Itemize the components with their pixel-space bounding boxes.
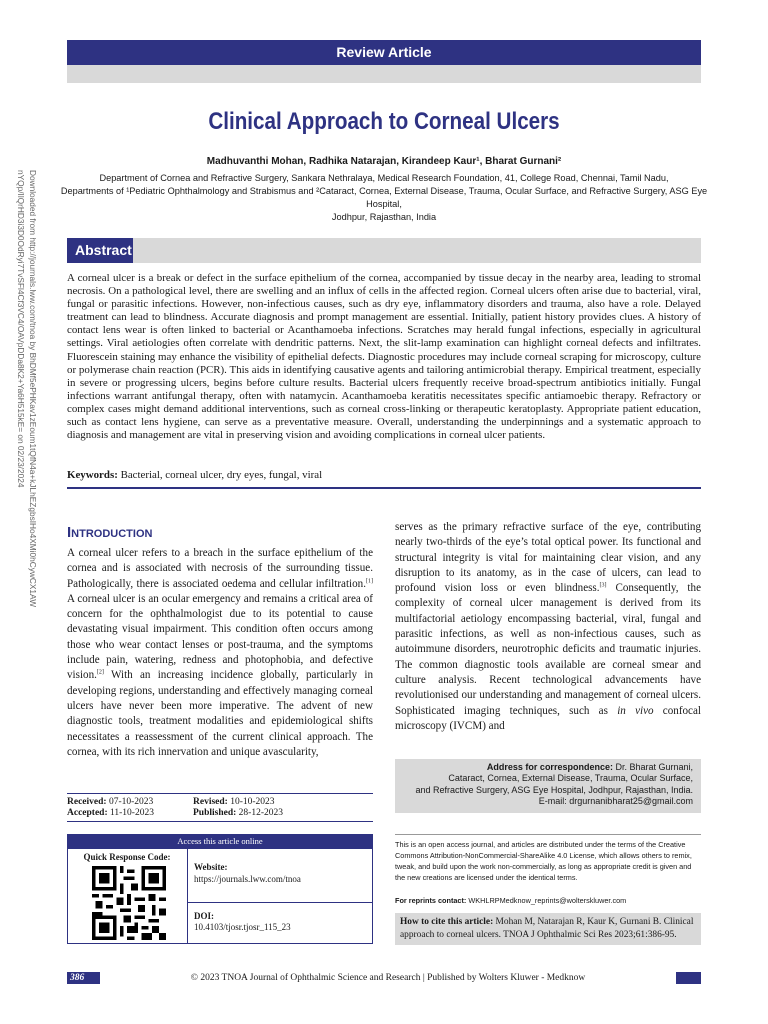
page-number: 386 (70, 973, 85, 983)
revised-date: 10-10-2023 (230, 797, 275, 807)
affiliation-line-3: Jodhpur, Rajasthan, India (331, 212, 437, 222)
affiliation-line-2: Departments of ¹Pediatric Ophthalmology and Strabismus and ²Cataract, Cornea, External Disease, Trauma, Ocular Surface, and Refractive Surgery, ASG Eye Hospital, (60, 186, 708, 209)
qr-code-label: Quick Response Code: (83, 852, 171, 862)
published-label: Published: (193, 808, 237, 818)
doi-link[interactable]: 10.4103/tjosr.tjosr_115_23 (194, 922, 291, 932)
affiliations (60, 172, 708, 224)
correspondence-email[interactable]: E-mail: drgurnanibharat25@gmail.com (538, 795, 693, 806)
received-label: Received: (67, 797, 107, 807)
cite-label: How to cite this article: (400, 917, 494, 927)
author-list: Madhuvanthi Mohan, Radhika Natarajan, Kirandeep Kaur¹, Bharat Gurnani² (206, 156, 562, 167)
divider (67, 793, 373, 794)
footer-text-panel (100, 972, 676, 984)
keywords-value: Bacterial, corneal ulcer, dry eyes, fungal, viral (120, 469, 323, 481)
how-to-cite-box (395, 913, 701, 945)
divider (395, 834, 701, 835)
intro-text-4: serves as the primary refractive surface of the eye, contributing nearly two-thirds of the eye’s total optical power. Its functional and structural integrity is vital for maintaining clear vision, and any disruption to its anatomy, as in the case of ulcers, can lead to profound vision loss or even blindness. (395, 521, 701, 595)
download-notice-line-1: Downloaded from http://journals.lww.com/tnoa by BhDMf5ePHKav1zEoum1tQfN4a+kJLhEZgbsIHo4XMi0hCywCX1AW (28, 170, 38, 608)
heading-initial: I (67, 524, 72, 541)
website-link[interactable]: https://journals.lww.com/tnoa (194, 874, 301, 884)
abstract-heading: Abstract (67, 238, 133, 263)
abstract-text: A corneal ulcer is a break or defect in the surface epithelium of the cornea, accompanied by tissue decay in the nearby area, leading to stromal necrosis. On a pathological level, there are swelling and an influx of cells in the affected region. Corneal ulcers often arise due to bacterial, viral, fungal or parasitic infections. However, non-infectious causes, such as dry eye, inflammatory disorders and trauma, also have a role. Delayed treatment can lead to blindness. Accurate diagnosis and prompt management are essential. Initially, patient history provides clues. A history of contact lens wear is often linked to bacterial or Acanthamoeba infections. Scratches may herald fungal infections, especially in agricultural settings. Viral aetiologies often correlate with dendritic patterns. Next, the slit-lamp examination can highlight corneal defects and infiltrates. Fluorescein staining may enhance the visibility of epithelial defects. Diagnostic procedures may include corneal scraping for microscopy, culture or polymerase chain reaction (PCR). This aids in identifying causative agents and tailoring antimicrobial therapy. Empirical treatment, especially in severe or progressing ulcers, begins before culture results. Bacterial ulcers frequently receive broad-spectrum antibiotics initially. Fungal infections warrant antifungal therapy, often with natamycin. Acanthamoeba keratitis necessitates specific antiamoebic therapy. Refractory or complex cases might demand additional interventions, such as corneal cross-linking or therapeutic keratoplasty. Appropriate patient education, such as contact lens hygiene, can serve as a preventative measure. Overall, understanding the underpinnings and a systematic approach to diagnosis and management are vital in preserving vision and avoiding complications in corneal ulcer patients. (67, 272, 701, 442)
keywords-label: Keywords: (67, 469, 118, 481)
correspondence-name: Dr. Bharat Gurnani, (612, 762, 693, 772)
intro-text-1: A corneal ulcer refers to a breach in the surface epithelium of the cornea and is associated with necrosis of the surrounding tissue. Pathologically, there is associated oedema and cellular infiltration. (67, 547, 373, 590)
correspondence-line: and Refractive Surgery, ASG Eye Hospital, Jodhpur, Rajasthan, India. (415, 784, 693, 795)
article-title: Clinical Approach to Corneal Ulcers (208, 108, 560, 135)
reprints-label: For reprints contact: (395, 896, 467, 905)
accepted-label: Accepted: (67, 808, 108, 818)
intro-text-3: With an increasing incidence globally, particularly in developing regions, understanding and effectively managing corneal ulcers have never been more imperative. The advent of new diagnostic tools, treatment modalities and epidemiological shifts necessitates a reassessment of the current clinical approach. The cornea, with its rich innervation and unique avascularity, (67, 669, 373, 758)
correspondence-line: Cataract, Cornea, External Disease, Trauma, Ocular Surface, (448, 773, 693, 784)
revised-label: Revised: (193, 797, 228, 807)
access-online-bar: Access this article online (67, 834, 373, 848)
download-notice-line-2: nYQp/IlQrHD3i3D0OdRyi7TvSFl4Cf3VC4/OAVpDDa8K2+Ya6H515kE= on 02/23/2024 (16, 170, 26, 488)
license-text: This is an open access journal, and articles are distributed under the terms of the Creative Commons Attribution-NonCommercial-ShareAlike 4.0 License, which allows others to remix, tweak, and build upon the work non-commercially, as long as appropriate credit is given and the new creations are licensed under the identical terms. (395, 840, 692, 882)
cite-text: Mohan M, Natarajan R, Kaur K, Gurnani B. Clinical approach to corneal ulcers. TNOA J Ophthalmic Sci Res 2023;61:386-95. (400, 917, 694, 940)
banner-strip (67, 65, 701, 83)
received-date: 07-10-2023 (108, 797, 154, 807)
citation-ref[interactable]: [2] (96, 669, 104, 676)
citation-ref[interactable]: [3] (599, 582, 607, 589)
article-dates (67, 797, 373, 819)
abstract-header-bar (67, 238, 701, 263)
correspondence-label: Address for correspondence: (486, 762, 613, 772)
citation-ref[interactable]: [1] (366, 577, 373, 584)
intro-italic: in vivo (617, 704, 654, 717)
divider (187, 902, 373, 903)
doi-label: DOI: (194, 911, 214, 921)
accepted-date: 11-10-2023 (110, 808, 154, 818)
intro-column-right (395, 520, 701, 734)
download-notice (4, 170, 44, 640)
published-date: 28-12-2023 (238, 808, 283, 818)
website-label: Website: (194, 862, 228, 872)
intro-text-6: confocal microscopy (IVCM) and (395, 704, 701, 732)
divider (187, 848, 188, 944)
divider (67, 821, 373, 822)
footer-text: © 2023 TNOA Journal of Ophthalmic Science and Research | Published by Wolters Kluwer - Medknow (190, 973, 586, 983)
intro-text-2: A corneal ulcer is an ocular emergency and remains a critical area of concern for the ophthalmologist due to its potential to cause devastating visual impairment. This condition often occurs among those who wear contact lenses or post-trauma, and the symptoms include pain, watering, redness and photophobia, and defective vision. (67, 592, 373, 682)
intro-column-left (67, 546, 373, 760)
divider (67, 487, 701, 489)
correspondence-box (395, 759, 701, 813)
heading-rest: NTRODUCTION (71, 528, 153, 540)
introduction-heading (67, 524, 152, 541)
keywords (67, 469, 701, 481)
affiliation-line-1: Department of Cornea and Refractive Surgery, Sankara Nethralaya, Medical Research Foundation, 41, College Road, Chennai, Tamil Nadu, (99, 173, 669, 183)
reprints-contact (395, 896, 701, 905)
reprints-email[interactable]: WKHLRPMedknow_reprints@wolterskluwer.com (466, 896, 627, 905)
qr-code-icon[interactable] (92, 866, 166, 940)
intro-text-5: Consequently, the complexity of corneal ulcer management is derived from its multifactorial aetiology encompassing bacterial, viral, fungal and parasitic infections, as well as non-infectious causes, such as autoimmune disorders, neurotrophic deficits and traumatic injuries. The common diagnostic tools available are corneal smear and culture analysis. Recent technological advancements have revolutionised our understanding and management of corneal ulcers. Sophisticated imaging techniques, such as (395, 582, 701, 717)
article-type-banner: Review Article (67, 40, 701, 65)
